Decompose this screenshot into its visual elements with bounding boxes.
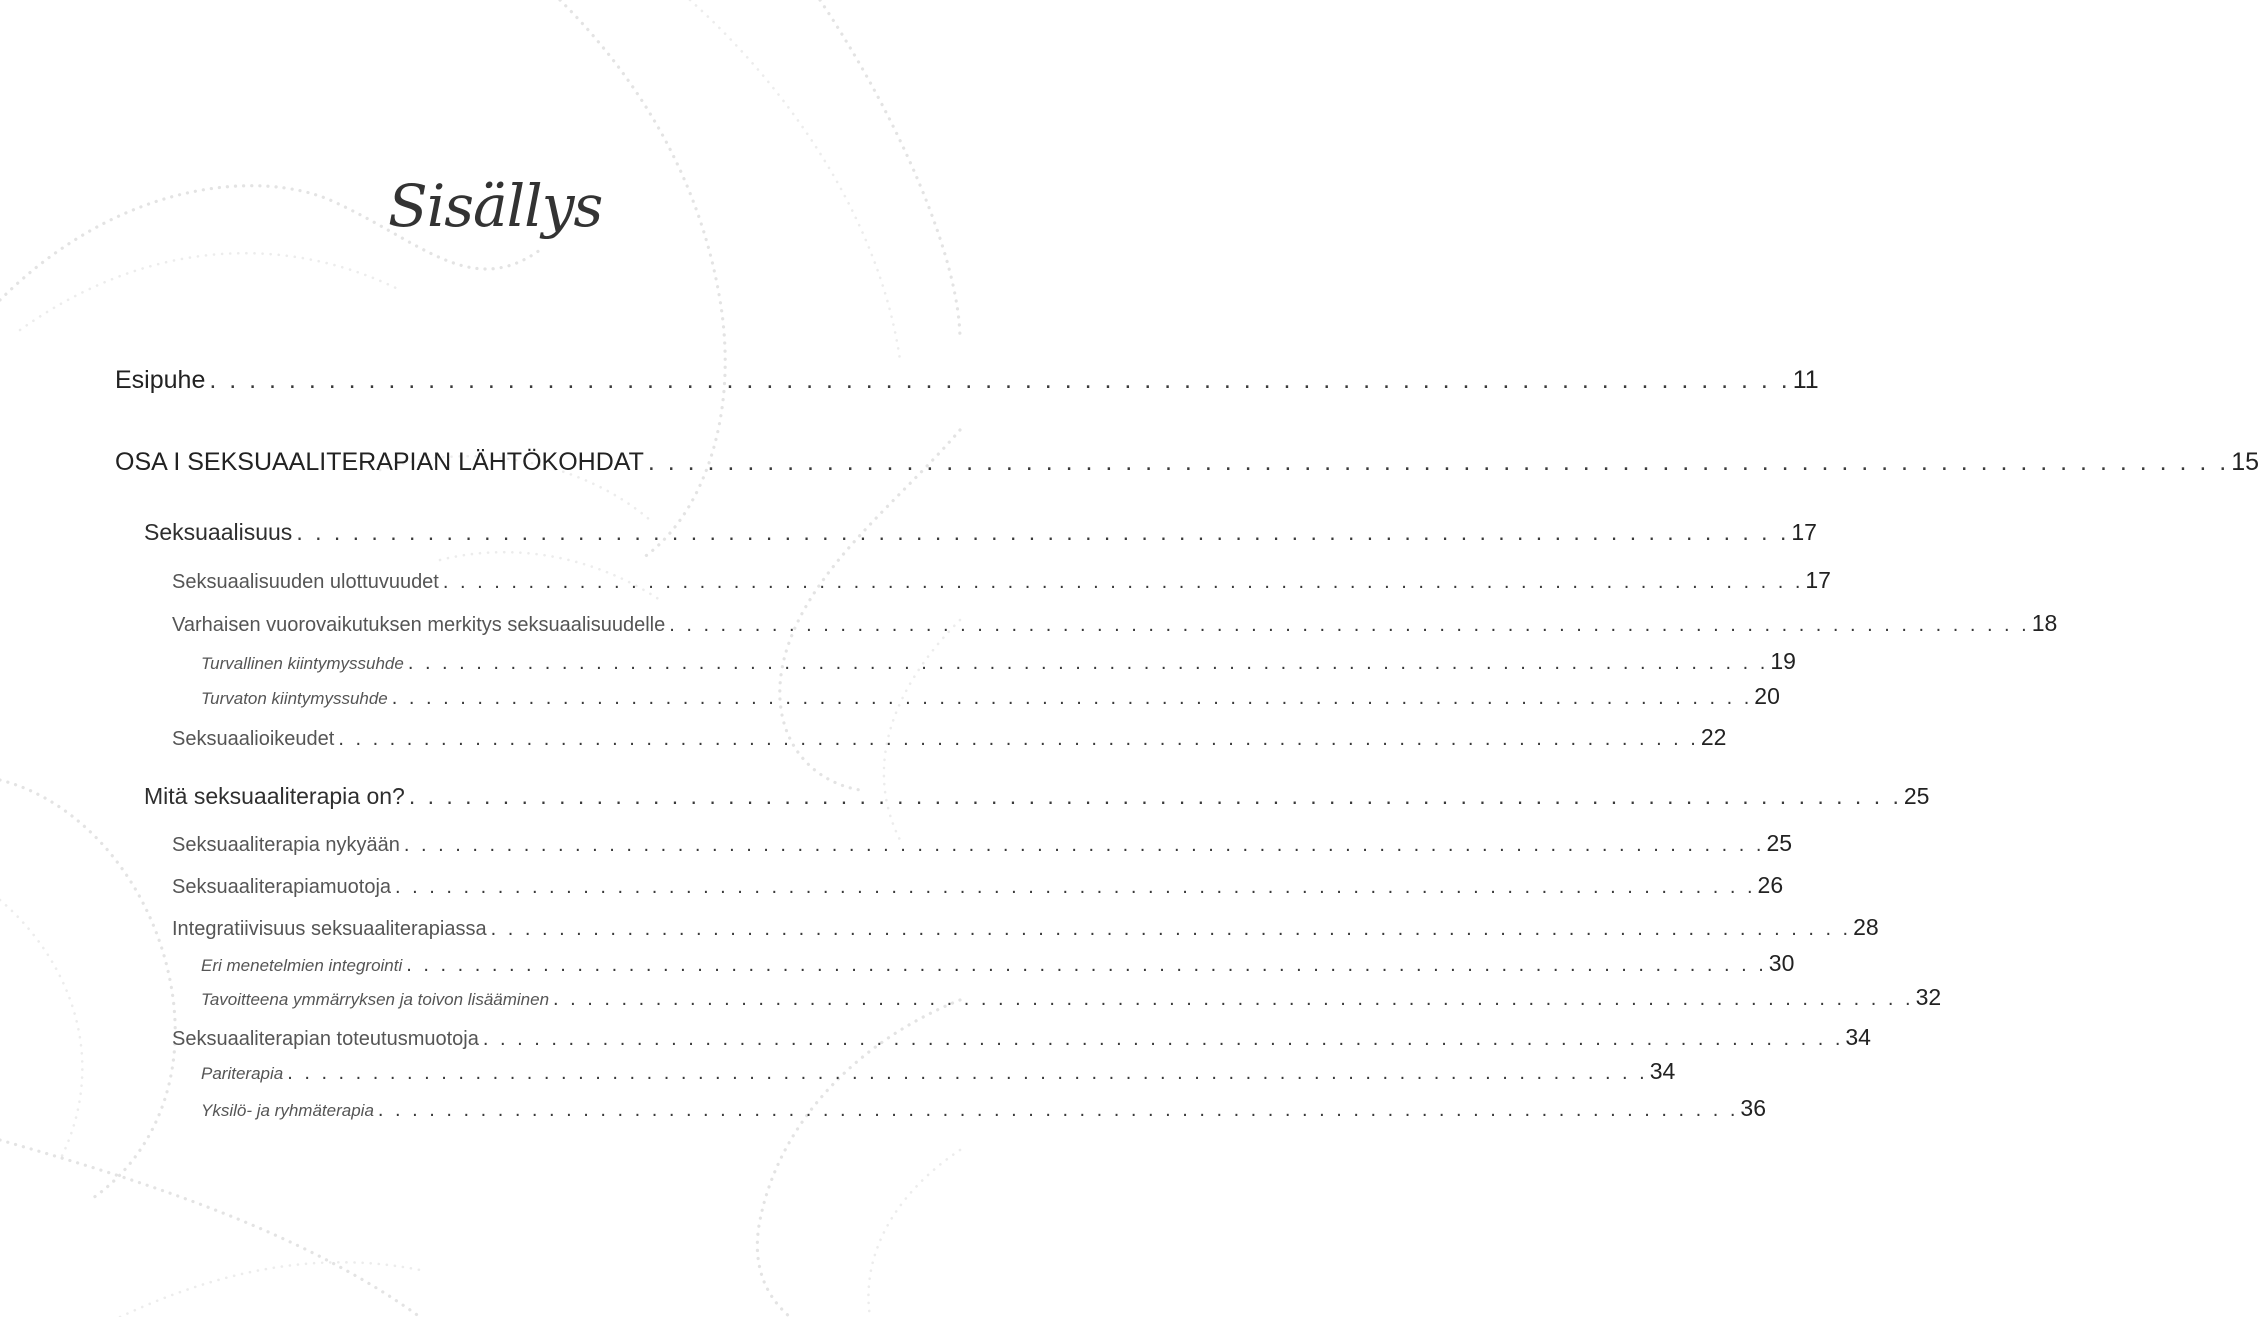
toc-page-number: 28 (1853, 914, 1879, 940)
toc-entry (201, 683, 1780, 710)
toc-entry-title: Turvaton kiintymyssuhde (201, 689, 388, 708)
toc-page-number: 34 (1649, 1058, 1676, 1084)
toc-entry (172, 724, 1727, 751)
toc-entry-title: Mitä seksuaaliterapia on? (144, 783, 405, 809)
toc-dot-leader: . . . . . . . . . . . . . . . . . . . . . . . . . . . . . . . . . . . . . . . . . . . . . . . . . . . . . . . . . . . . . . . . . . . . . . . . . . . . . . . . (407, 652, 1769, 674)
toc-entry (172, 914, 1879, 941)
toc-page-number: 17 (1791, 519, 1817, 545)
toc-page-number: 20 (1754, 683, 1780, 709)
toc-page-number: 11 (1792, 366, 1819, 394)
toc-page-number: 19 (1770, 648, 1796, 674)
toc-page-number: 18 (2031, 610, 2058, 636)
toc-dot-leader: . . . . . . . . . . . . . . . . . . . . . . . . . . . . . . . . . . . . . . . . . . . . . . . . . . . . . . . . . . . . . . . . . . . . . . . . . . . . . . . . (296, 519, 1790, 545)
toc-dot-leader: . . . . . . . . . . . . . . . . . . . . . . . . . . . . . . . . . . . . . . . . . . . . . . . . . . . . . . . . . . . . . . . . . . . . . . . . . . . . . . . . (406, 954, 1767, 976)
toc-entry (172, 872, 1784, 899)
toc-page-number: 26 (1757, 872, 1784, 898)
toc-page-number: 30 (1768, 950, 1795, 976)
toc-entry (144, 783, 1930, 810)
toc-entry (201, 648, 1796, 675)
toc-page-number: 36 (1740, 1095, 1767, 1121)
toc-entry-title: Yksilö- ja ryhmäterapia (201, 1101, 374, 1120)
toc-page-number: 25 (1766, 830, 1793, 856)
toc-dot-leader: . . . . . . . . . . . . . . . . . . . . . . . . . . . . . . . . . . . . . . . . . . . . . . . . . . . . . . . . . . . . . . . . . . . . . . . . . . . . . . . . (287, 1062, 1648, 1084)
toc-entry-title: Seksuaalioikeudet (172, 728, 335, 750)
toc-entry-title: Seksuaalisuuden ulottuvuudet (172, 571, 439, 593)
toc-entry-title: Seksuaalisuus (144, 519, 293, 545)
toc-page-number: 22 (1700, 724, 1727, 750)
toc-entry-title: Tavoitteena ymmärryksen ja toivon lisääminen (201, 990, 550, 1009)
toc-entry-title: Varhaisen vuorovaikutuksen merkitys seksuaalisuudelle (172, 614, 666, 636)
toc-entry (172, 830, 1793, 857)
toc-page-number: 25 (1903, 783, 1930, 809)
toc-entry (144, 519, 1817, 546)
toc-dot-leader: . . . . . . . . . . . . . . . . . . . . . . . . . . . . . . . . . . . . . . . . . . . . . . . . . . . . . . . . . . . . . . . . . . . . . . . . . . . . . . . . (482, 1028, 1844, 1050)
toc-dot-leader: . . . . . . . . . . . . . . . . . . . . . . . . . . . . . . . . . . . . . . . . . . . . . . . . . . . . . . . . . . . . . . . . . . . . . . . . . . . . . . . . (490, 918, 1852, 940)
toc-dot-leader: . . . . . . . . . . . . . . . . . . . . . . . . . . . . . . . . . . . . . . . . . . . . . . . . . . . . . . . . . . . . . . . . . . . . . . . . . . . . . . . . (391, 687, 1753, 709)
toc-entry-title: Pariterapia (201, 1064, 284, 1083)
toc-dot-leader: . . . . . . . . . . . . . . . . . . . . . . . . . . . . . . . . . . . . . . . . . . . . . . . . . . . . . . . . . . . . . . . . . . . . . . . . . . . . . . . . (403, 834, 1765, 856)
toc-entry (201, 1058, 1676, 1085)
toc-entry (172, 1024, 1871, 1051)
toc-dot-leader: . . . . . . . . . . . . . . . . . . . . . . . . . . . . . . . . . . . . . . . . . . . . . . . . . . . . . . . . . . . . . . . . . . . . . . . . . . . . . . . . (442, 571, 1804, 593)
toc-entry (201, 984, 1942, 1011)
toc-entry-title: Seksuaaliterapiamuotoja (172, 876, 392, 898)
toc-entry-title: Eri menetelmien integrointi (201, 956, 403, 975)
toc-entry-title: Seksuaaliterapia nykyään (172, 834, 400, 856)
toc-page-number: 17 (1805, 567, 1831, 593)
toc-dot-leader: . . . . . . . . . . . . . . . . . . . . . . . . . . . . . . . . . . . . . . . . . . . . . . . . . . . . . . . . . . . . . . . . . . . . . . . . . . . . . . . . (338, 728, 1699, 750)
toc-entry (201, 1095, 1767, 1122)
toc-entry (201, 950, 1795, 977)
toc-dot-leader: . . . . . . . . . . . . . . . . . . . . . . . . . . . . . . . . . . . . . . . . . . . . . . . . . . . . . . . . . . . . . . . . . . . . . . . . . . . . . . . . (669, 614, 2030, 636)
toc-dot-leader: . . . . . . . . . . . . . . . . . . . . . . . . . . . . . . . . . . . . . . . . . . . . . . . . . . . . . . . . . . . . . . . . . . . . . . . . . . . . . . . . (553, 988, 1914, 1010)
toc-entry-title: Esipuhe (115, 366, 206, 394)
toc-dot-leader: . . . . . . . . . . . . . . . . . . . . . . . . . . . . . . . . . . . . . . . . . . . . . . . . . . . . . . . . . . . . . . . . . . . . . . . . . . . . . . . . (408, 783, 1902, 809)
toc-dot-leader: . . . . . . . . . . . . . . . . . . . . . . . . . . . . . . . . . . . . . . . . . . . . . . . . . . . . . . . . . . . . . . . . . . . . . . . . . . . . . . . . (395, 876, 1756, 898)
toc-dot-leader: . . . . . . . . . . . . . . . . . . . . . . . . . . . . . . . . . . . . . . . . . . . . . . . . . . . . . . . . . . . . . . . . . . . . . . . . . . . . . . . . (209, 366, 1791, 394)
page-title: Sisällys (388, 172, 603, 240)
toc-page-number: 32 (1915, 984, 1942, 1010)
toc-entry (172, 567, 1831, 594)
toc-entry (115, 448, 2259, 477)
toc-dot-leader: . . . . . . . . . . . . . . . . . . . . . . . . . . . . . . . . . . . . . . . . . . . . . . . . . . . . . . . . . . . . . . . . . . . . . . . . . . . . . . . . (377, 1099, 1739, 1121)
toc-entry (172, 610, 2058, 637)
toc-dot-leader: . . . . . . . . . . . . . . . . . . . . . . . . . . . . . . . . . . . . . . . . . . . . . . . . . . . . . . . . . . . . . . . . . . . . . . . . . . . . . . . . (647, 448, 2230, 476)
toc-entry (115, 366, 1819, 395)
toc-entry-title: Turvallinen kiintymyssuhde (201, 654, 404, 673)
toc-page-number: 15 (2231, 448, 2259, 476)
toc-entry-title: Integratiivisuus seksuaaliterapiassa (172, 918, 487, 940)
toc-entry-title: OSA I SEKSUAALITERAPIAN LÄHTÖKOHDAT (115, 448, 644, 476)
toc-page-number: 34 (1845, 1024, 1871, 1050)
toc-entry-title: Seksuaaliterapian toteutusmuotoja (172, 1028, 479, 1050)
